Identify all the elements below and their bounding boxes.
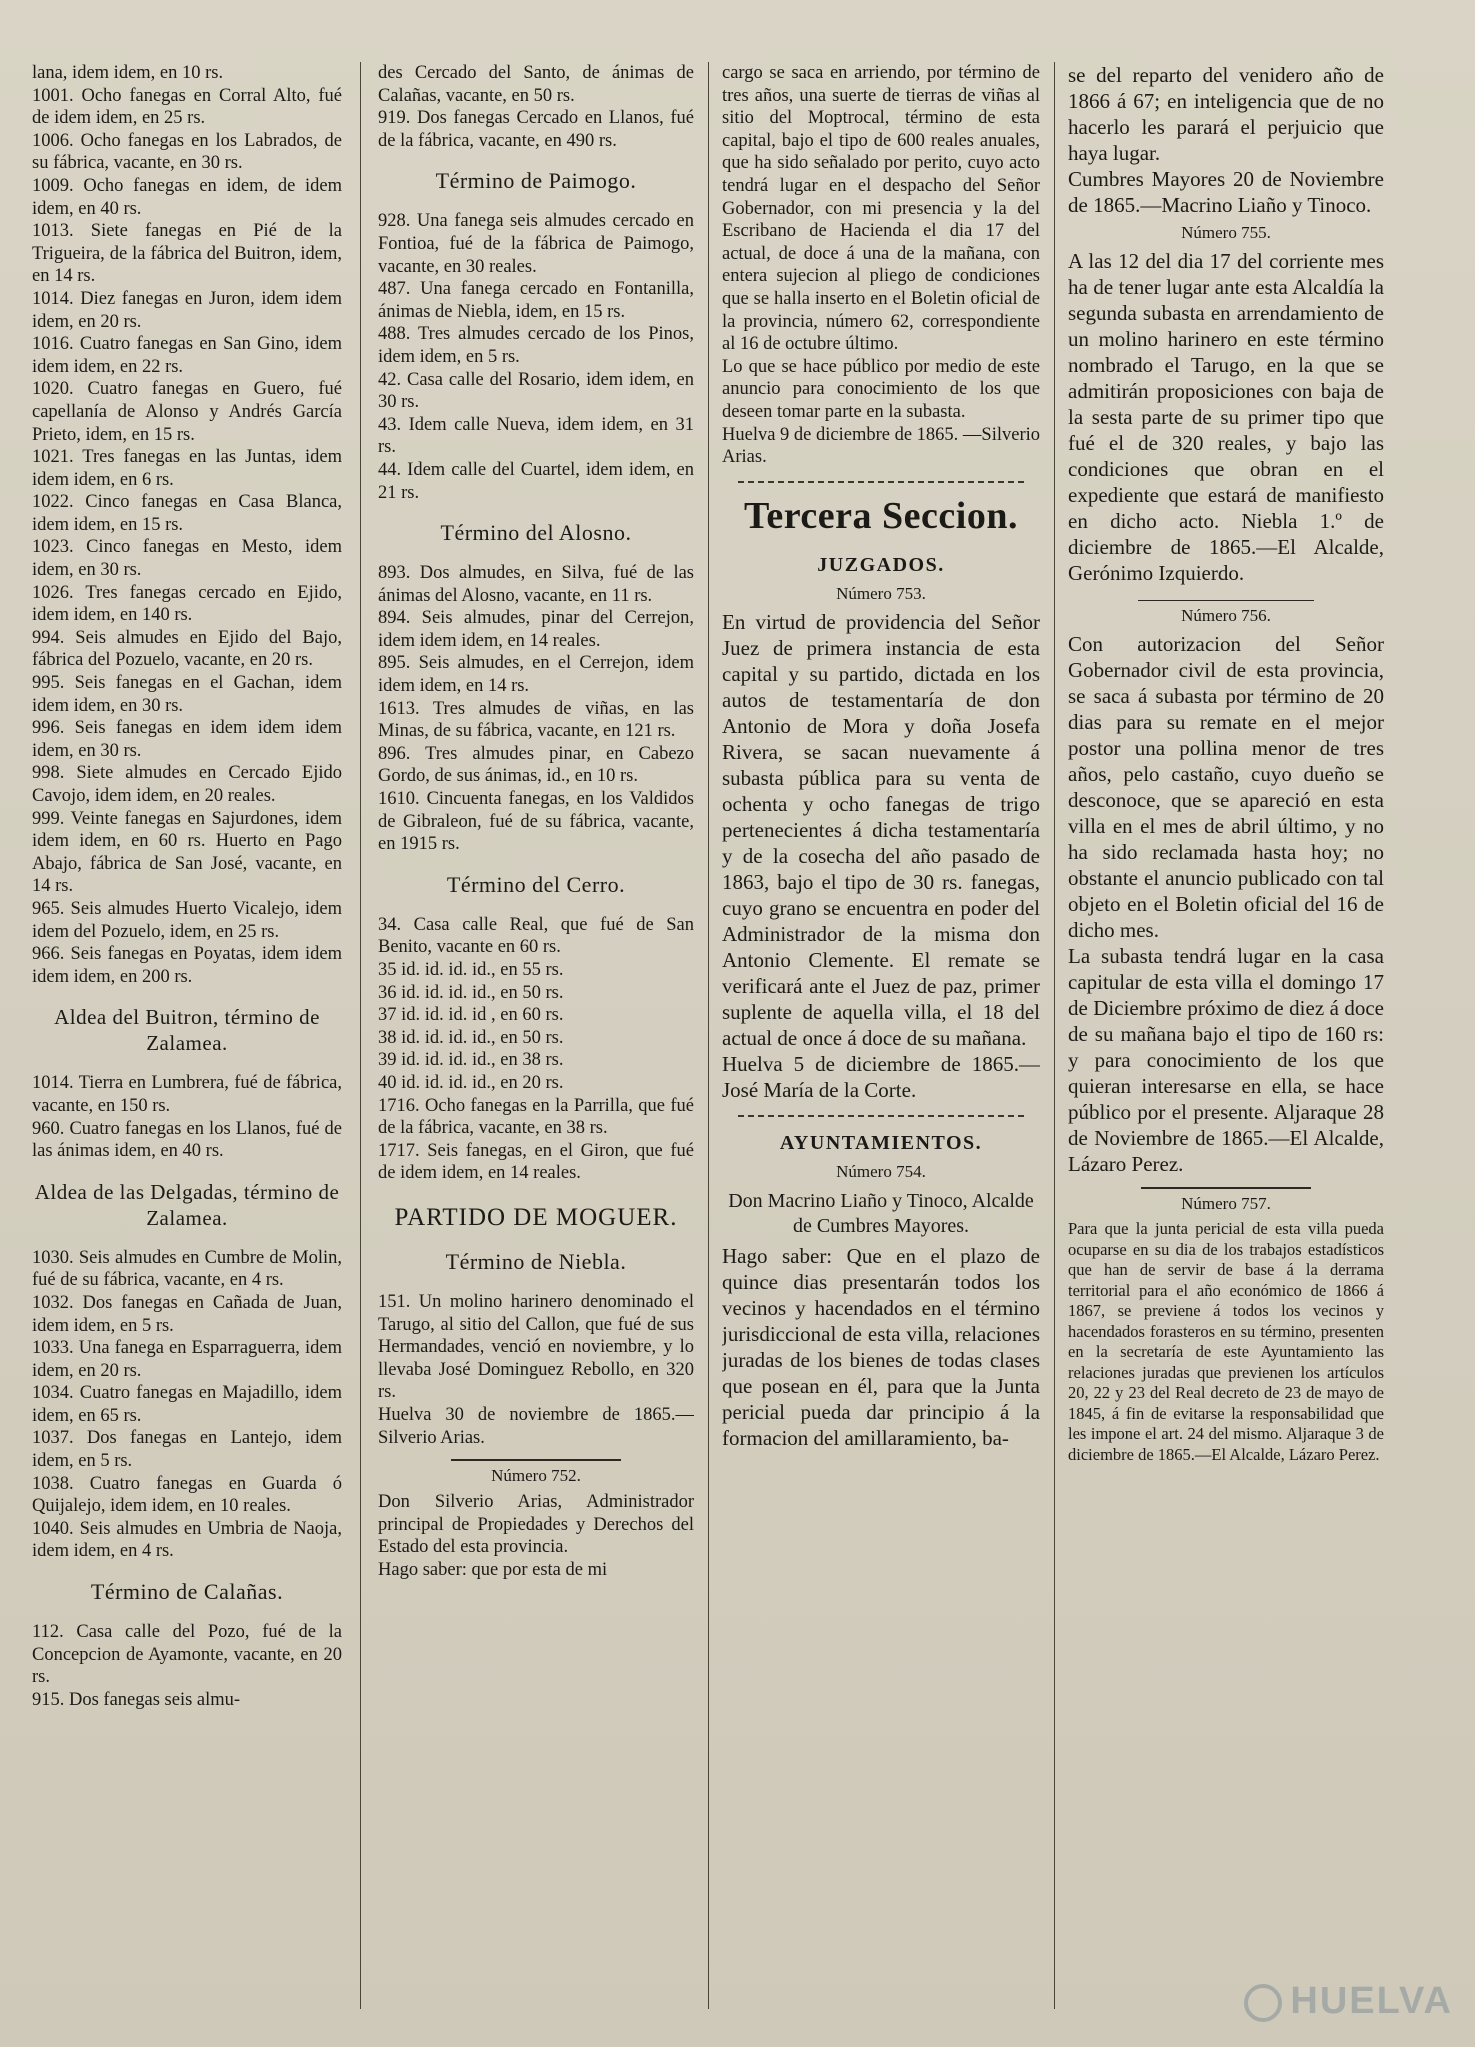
ring-icon (1244, 1984, 1282, 2022)
entry: 998. Siete almudes en Cercado Ejido Cavojo, idem idem, en 20 reales. (32, 763, 342, 806)
notice-number: Número 757. (1181, 1194, 1271, 1213)
entry: 1001. Ocho fanegas en Corral Alto, fué de idem idem, en 25 rs. (32, 85, 342, 129)
entry: 488. Tres almudes cercado de los Pinos, idem idem, en 5 rs. (378, 324, 694, 367)
entry: 1038. Cuatro fanegas en Guarda ó Quijalejo, idem idem, en 10 reales. (32, 1473, 342, 1517)
entry: 42. Casa calle del Rosario, idem idem, en 30 rs. (378, 369, 694, 413)
divider (1141, 1187, 1311, 1189)
entry: Don Silverio Arias, Administrador principal de Propiedades y Derechos del Estado del esta provincia. (378, 1492, 694, 1558)
notice-number: Número 755. (1181, 223, 1271, 242)
column-rule (1054, 62, 1055, 2009)
entry: 43. Idem calle Nueva, idem idem, en 31 rs. (378, 414, 694, 458)
entry: 928. Una fanega seis almudes cercado en Fontioa, fué de la fábrica de Paimogo, vacante, en 30 reales. (378, 211, 694, 277)
section-heading: Término del Alosno. (440, 520, 632, 546)
section-title: Tercera Seccion. (744, 494, 1018, 537)
signature: Huelva 5 de diciembre de 1865.—José María de la Corte. (722, 1051, 1040, 1102)
entry: 1023. Cinco fanegas en Mesto, idem idem, en 30 rs. (32, 537, 342, 581)
entry: 1013. Siete fanegas en Pié de la Trigueira, de la fábrica del Buitron, idem, en 14 rs. (32, 221, 342, 287)
entry: 895. Seis almudes, en el Cerrejon, idem idem idem, en 14 rs. (378, 653, 694, 697)
entry: des Cercado del Santo, de ánimas de Calañas, vacante, en 50 rs. (378, 63, 694, 106)
entry: 1610. Cincuenta fanegas, en los Valdidos de Gibraleon, fué de su fábrica, vacante, en 1915 rs. (378, 789, 694, 855)
entry: 919. Dos fanegas Cercado en Llanos, fué de la fábrica, vacante, en 490 rs. (378, 108, 694, 151)
section-heading: Aldea de las Delgadas, término de Zalamea. (34, 1179, 340, 1230)
section-subtitle: AYUNTAMIENTOS. (779, 1131, 983, 1154)
notice-number: Número 752. (491, 1466, 581, 1486)
entry: 1009. Ocho fanegas en idem, de idem idem, en 40 rs. (32, 175, 342, 219)
entry: 34. Casa calle Real, que fué de San Benito, vacante en 60 rs. (378, 914, 694, 958)
entry: 1014. Tierra en Lumbrera, fué de fábrica, vacante, en 150 rs. (32, 1073, 342, 1116)
table-line: 40 id. id. id. id., en 20 rs. (378, 1072, 564, 1093)
entry: 1040. Seis almudes en Umbria de Naoja, idem idem, en 4 rs. (32, 1518, 342, 1562)
entry: 999. Veinte fanegas en Sajurdones, idem idem idem, en 60 rs. Huerto en Pago Abajo, fábrica de San José, vacante, en 14 rs. (32, 808, 342, 897)
entry: 1020. Cuatro fanegas en Guero, fué capellanía de Alonso y Andrés García Prieto, idem, en 15 rs. (32, 379, 342, 445)
entry: 893. Dos almudes, en Silva, fué de las ánimas del Alosno, vacante, en 11 rs. (378, 563, 694, 606)
table-line: 39 id. id. id. id., en 38 rs. (378, 1050, 564, 1071)
paragraph: Con autorizacion del Señor Gobernador civil de esta provincia, se saca á subasta por término de 20 dias para su remate en el mejor postor una pollina menor de tres años, pelo castaño, cuyo dueño se desconoce, que se apareció en esta villa en el mes de abril último, y no ha sido reclamada hasta hoy; no obstante el anuncio publicado con tal objeto en el Boletin oficial del 16 de dicho mes. (1068, 632, 1384, 942)
entry: Hago saber: que por esta de mi (378, 1559, 608, 1580)
partido-heading: PARTIDO DE MOGUER. (394, 1203, 678, 1231)
entry: 44. Idem calle del Cuartel, idem idem, en 21 rs. (378, 459, 694, 503)
section-subtitle: JUZGADOS. (817, 553, 945, 576)
section-heading: Término de Paimogo. (435, 168, 637, 194)
entry: 487. Una fanega cercado en Fontanilla, ánimas de Niebla, idem, en 15 rs. (378, 279, 694, 322)
divider (1138, 600, 1314, 601)
section-heading: Término de Niebla. (445, 1248, 627, 1274)
table-line: 38 id. id. id. id., en 50 rs. (378, 1027, 564, 1048)
entry: 894. Seis almudes, pinar del Cerrejon, idem idem idem, en 14 reales. (378, 608, 694, 651)
table-line: 37 id. id. id. id , en 60 rs. (378, 1005, 564, 1026)
entry: 1014. Diez fanegas en Juron, idem idem idem, en 20 rs. (32, 288, 342, 332)
entry: Huelva 30 de noviembre de 1865.—Silverio Arias. (378, 1404, 694, 1448)
notice-number: Número 753. (836, 583, 926, 603)
entry: 151. Un molino harinero denominado el Tarugo, al sitio del Callon, que fué de sus Hermandades, venció en noviembre, y lo llevaba José Dominguez Rebollo, en 320 rs. (378, 1291, 694, 1403)
entry: 1006. Ocho fanegas en los Labrados, de su fábrica, vacante, en 30 rs. (32, 130, 342, 174)
column-2 (378, 62, 694, 2017)
paragraph: En virtud de providencia del Señor Juez de primera instancia de esta capital y su partido, dictada en los autos de testamentaría de don Antonio de Mora y doña Josefa Rivera, se sacan nuevamente á subasta pública para su venta de ochenta y ocho fanegas de trigo pertenecientes á dicha testamentaría y de la cosecha del año pasado de 1863, bajo el tipo de 30 rs. fanegas, cuyo grano se encuentra en poder del Administrador de la misma don Antonio Clemente. El remate se verificará ante el Juez de paz, primer suplente de aquella villa, el 18 del actual de once á doce de su mañana. (722, 609, 1040, 1050)
entry: 960. Cuatro fanegas en los Llanos, fué de las ánimas idem, en 40 rs. (32, 1118, 342, 1162)
entry: 1037. Dos fanegas en Lantejo, idem idem, en 5 rs. (32, 1428, 342, 1472)
entry: 1021. Tres fanegas en las Juntas, idem idem idem, en 6 rs. (32, 447, 342, 490)
paragraph: A las 12 del dia 17 del corriente mes ha de tener lugar ante esta Alcaldía la segunda subasta en arrendamiento de un molino harinero en este término nombrado el Tarugo, en la que se admitirán proposiciones con baja de la sesta parte de su primer tipo que fué el de 320 reales, y bajo las condiciones que obran en el expediente que estará de manifiesto en dicho acto. Niebla 1.º de diciembre de 1865.—El Alcalde, Gerónimo Izquierdo. (1068, 249, 1384, 585)
entry: 1034. Cuatro fanegas en Majadillo, idem idem, en 65 rs. (32, 1383, 342, 1426)
watermark-text: HUELVA (1290, 1980, 1453, 2022)
paragraph: Para que la junta pericial de esta villa pueda ocuparse en su dia de los trabajos estadísticos que han de servir de base á la derrama territorial para el año económico de 1866 á 1867, se previene á todos los vecinos y hacendados forasteros en su término, presenten en la secretaría de este Ayuntamiento las relaciones juradas que previenen los artículos 20, 22 y 23 del Real decreto de 23 de mayo de 1845, á fin de evitarse la responsabilidad que les impone el art. 24 del mismo. Aljaraque 3 de diciembre de 1865.—El Alcalde, Lázaro Perez. (1068, 1219, 1384, 1464)
signature: Huelva 9 de diciembre de 1865. —Silverio Arias. (722, 424, 1040, 468)
paragraph: cargo se saca en arriendo, por término de tres años, una suerte de tierras de viñas al sitio del Moptrocal, término de esta capital, bajo el tipo de 600 reales anuales, que ha sido señalado por perito, cuyo acto tendrá lugar en el despacho del Señor Gobernador, con mi presencia y la del Escribano de Hacienda el dia 17 del actual, de doce á una de la mañana, con entera sujecion al pliego de condiciones que se halla inserto en el Boletin oficial de la provincia, número 62, correspondiente al 16 de octubre último. (722, 63, 1040, 355)
notice-header: Don Macrino Liaño y Tinoco, Alcalde de Cumbres Mayores. (728, 1189, 1034, 1237)
column-4 (1068, 62, 1384, 2017)
table-line: 35 id. id. id. id., en 55 rs. (378, 960, 564, 980)
entry: 915. Dos fanegas seis almu- (32, 1689, 241, 1710)
entry: 1022. Cinco fanegas en Casa Blanca, idem idem, en 15 rs. (32, 492, 342, 535)
table-line: 36 id. id. id. id., en 50 rs. (378, 982, 564, 1003)
paragraph: Hago saber: Que en el plazo de quince dias presentarán todos los vecinos y hacendados en el término jurisdiccional de esta villa, relaciones juradas de los bienes de todas clases que posean en él, para que la Junta pericial pueda dar principio á la formacion del amillaramiento, ba- (722, 1243, 1040, 1450)
entry: 1716. Ocho fanegas en la Parrilla, que fué de la fábrica, vacante, en 38 rs. (378, 1095, 694, 1139)
notice-number: Número 756. (1181, 606, 1271, 625)
entry: 996. Seis fanegas en idem idem idem idem, en 30 rs. (32, 718, 342, 761)
notice-number: Número 754. (836, 1161, 926, 1181)
entry: 1613. Tres almudes de viñas, en las Minas, de su fábrica, vacante, en 121 rs. (378, 698, 694, 742)
column-rule (708, 62, 709, 2009)
paragraph: Lo que se hace público por medio de este anuncio para conocimiento de los que deseen tomar parte en la subasta. (722, 356, 1040, 422)
entry: 896. Tres almudes pinar, en Cabezo Gordo, de sus ánimas, id., en 10 rs. (378, 743, 694, 787)
entry: lana, idem idem, en 10 rs. (32, 63, 224, 83)
paragraph: se del reparto del venidero año de 1866 á 67; en inteligencia que de no hacerlo les parará el perjuicio que haya lugar. (1068, 63, 1384, 165)
section-heading: Término de Calañas. (90, 1579, 284, 1605)
divider (738, 1115, 1024, 1117)
entry: 1026. Tres fanegas cercado en Ejido, idem idem, en 140 rs. (32, 582, 342, 626)
column-1 (32, 62, 342, 2017)
entry: 965. Seis almudes Huerto Vicalejo, idem idem del Pozuelo, idem, en 25 rs. (32, 898, 342, 942)
entry: 1030. Seis almudes en Cumbre de Molin, fué de su fábrica, vacante, en 4 rs. (32, 1247, 342, 1291)
entry: 112. Casa calle del Pozo, fué de la Concepcion de Ayamonte, vacante, en 20 rs. (32, 1622, 342, 1688)
watermark-logo (1244, 1980, 1453, 2023)
section-heading: Aldea del Buitron, término de Zalamea. (54, 1005, 320, 1056)
entry: 966. Seis fanegas en Poyatas, idem idem idem idem, en 200 rs. (32, 944, 342, 987)
entry: 1032. Dos fanegas en Cañada de Juan, idem idem, en 5 rs. (32, 1292, 342, 1336)
signature: Cumbres Mayores 20 de Noviembre de 1865.—Macrino Liaño y Tinoco. (1068, 167, 1384, 217)
divider (451, 1459, 621, 1461)
entry: 995. Seis fanegas en el Gachan, idem idem idem, en 30 rs. (32, 673, 342, 716)
entry: 994. Seis almudes en Ejido del Bajo, fábrica del Pozuelo, vacante, en 20 rs. (32, 627, 342, 671)
column-rule (360, 62, 361, 2009)
entry: 1016. Cuatro fanegas en San Gino, idem idem idem, en 22 rs. (32, 334, 342, 377)
paragraph: La subasta tendrá lugar en la casa capitular de esta villa el domingo 17 de Diciembre próximo de diez á doce de su mañana bajo el tipo de 160 rs: y para conocimiento de los que quieran interesarse en ella, se hace público por el presente. Aljaraque 28 de Noviembre de 1865.—El Alcalde, Lázaro Perez. (1068, 944, 1384, 1176)
divider (738, 481, 1024, 483)
entry: 1033. Una fanega en Esparraguerra, idem idem, en 20 rs. (32, 1338, 342, 1381)
entry: 1717. Seis fanegas, en el Giron, que fué de idem idem, en 14 reales. (378, 1140, 694, 1184)
column-3 (722, 62, 1040, 2017)
section-heading: Término del Cerro. (446, 871, 626, 897)
